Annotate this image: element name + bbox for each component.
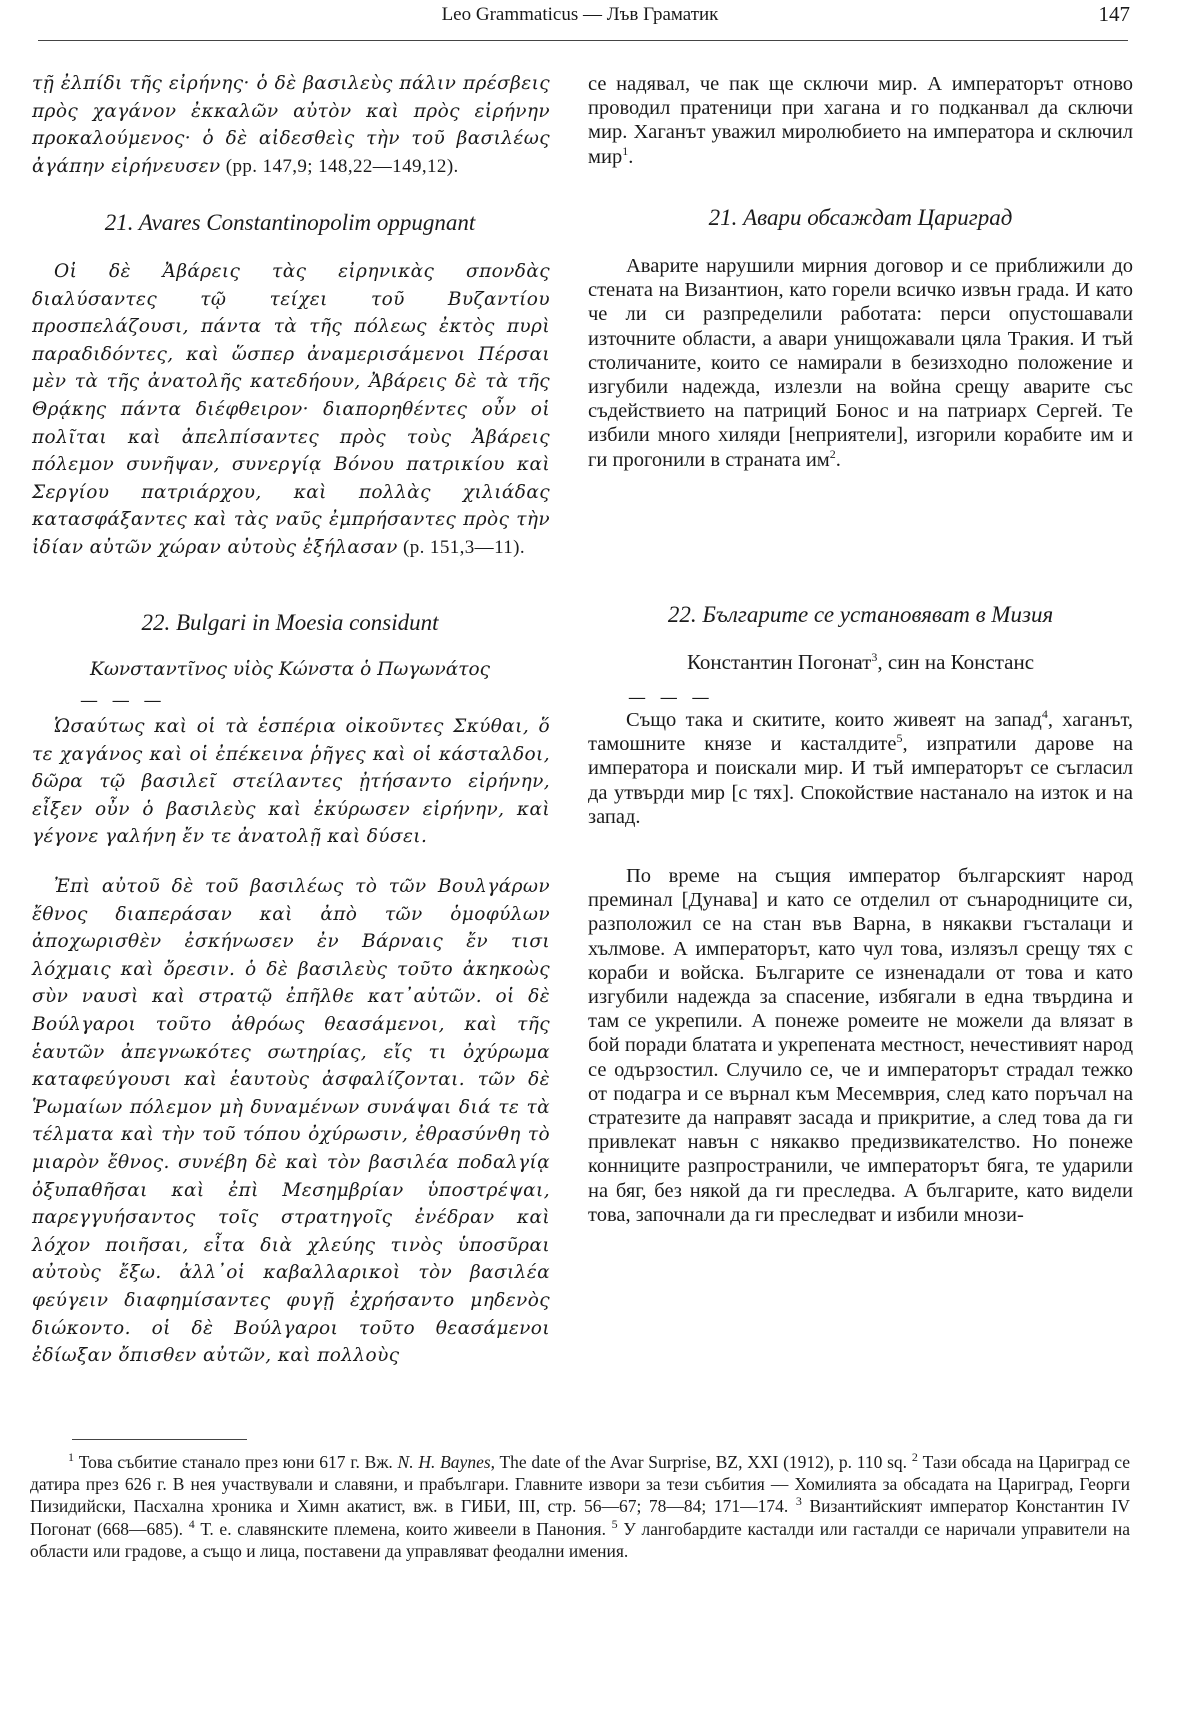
header-rule — [38, 40, 1128, 41]
footnote-ref-1[interactable]: 1 — [622, 143, 629, 158]
section-21-greek-paragraph — [32, 258, 550, 562]
footnote-1-author: N. H. Baynes — [397, 1452, 491, 1472]
section-22-greek-text-1: Ὡσαύτως καὶ οἱ τὰ ἑσπέρια οἰκοῦντες Σκύθαι, ὅ τε χαγάνος καὶ οἱ ἐπέκεινα ῥῆγες καὶ οἱ κάσταλδοι, δῶρα τῷ βασιλεῖ στείλαντες ᾐτήσαντο εἰρήνην, εἶξεν οὖν ὁ βασιλεὺς καὶ ἐκύρωσεν εἰρήνην, καὶ γέγονε γαλήνη ἔν τε ἀνατολῇ καὶ δύσει. — [32, 716, 550, 848]
footnote-4-text: Т. е. славянските племена, които живеели в Панония. — [194, 1518, 612, 1539]
section-22-bulgarian-paragraph-1 — [588, 708, 1133, 829]
footnote-number-2: 2 — [911, 1450, 918, 1465]
footnote-ref-4[interactable]: 4 — [1041, 707, 1048, 722]
section-22-bulgarian-subheading — [588, 650, 1133, 675]
p1-text-a: Също така и скитите, които живеят на запад — [626, 709, 1042, 731]
section-22-bulgarian-paragraph-2 — [588, 864, 1133, 1227]
running-head: Leo Grammaticus — Лъв Граматик — [441, 4, 719, 25]
subheading-rest: , син на Констанс — [877, 650, 1035, 674]
footnotes — [30, 1451, 1130, 1562]
subheading-name: Константин Погонат — [686, 650, 872, 674]
footnote-number-5: 5 — [611, 1516, 618, 1531]
footnote-rule — [72, 1439, 247, 1440]
section-22-greek-text-2: Ἐπὶ αὐτοῦ δὲ τοῦ βασιλέως τὸ τῶν Βουλγάρων ἔθνος διαπεράσαν καὶ ἀπὸ τῶν ὁμοφύλων ἀποχωρισθὲν ἐσκήνωσεν ἐν Βάρναις ἔν τισι λόχμαις καὶ ὄρεσιν. ὁ δὲ βασιλεὺς τοῦτο ἀκηκοὼς σὺν ναυσὶ καὶ στρατῷ ἐπῆλθε κατ᾽αὐτῶν. οἱ δὲ Βούλγαροι τοῦτο ἀθρόως θεασάμενοι, καὶ τῆς ἑαυτῶν ἀπεγνωκότες σωτηρίας, εἴς τι ὀχύρωμα καταφεύγουσι καὶ ἑαυτοὺς ἀσφαλίζονται. τῶν δὲ Ῥωμαίων πόλεμον μὴ δυναμένων συνάψαι διά τε τὰ τέλματα καὶ τὴν τοῦ τόπου ὀχύρωσιν, ἐθρασύνθη τὸ μιαρὸν ἔθνος. συνέβη δὲ καὶ τὸν βασιλέα ποδαλγίᾳ ὀξυπαθῆσαι καὶ ἐπὶ Μεσημβρίαν ὑποστρέψαι, παρεγγυήσαντος τοῖς στρατηγοῖς ἐνέδραν καὶ λόχον ποιῆσαι, εἶτα διὰ χλεύης τινὸς ὑποσῦραι αὐτοὺς ἔξω. ἀλλ᾽οἱ καβαλλαρικοὶ τὸν βασιλέα φεύγειν διαφημίσαντες φυγῇ ἐχρήσαντο μηδενὸς διώκοντο. οἱ δὲ Βούλγαροι τοῦτο θεασάμενοι ἐδίωξαν ὄπισθεν αὐτῶν, καὶ πολλοὺς — [32, 876, 550, 1367]
footnote-ref-5[interactable]: 5 — [896, 731, 903, 746]
footnote-ref-3[interactable]: 3 — [871, 650, 878, 664]
footnote-ref-2[interactable]: 2 — [829, 446, 836, 461]
section-21-latin-heading: 21. Avares Constantinopolim oppugnant — [104, 210, 476, 235]
section-22-greek-subheading: Κωνσταντῖνος υἱὸς Κώνστα ὁ Πωγωνάτος — [90, 659, 490, 680]
footnote-number-4: 4 — [188, 1516, 195, 1531]
section-22-bulgarian-heading: 22. Българите се установяват в Мизия — [667, 602, 1054, 627]
footnote-1-text-a: Това събитие станало през юни 617 г. Вж. — [74, 1452, 398, 1472]
section-22-greek-paragraph-1 — [32, 713, 550, 851]
section-22-greek-paragraph-2 — [32, 873, 550, 1370]
bulgarian-intro-text: се надявал, че пак ще сключи мир. А императорът отново проводил пратеници при хагана и го подканвал да сключи мир. Хаганът уважил миролюбието на императора и сключил мир — [588, 73, 1133, 168]
p1-text-c: , изпратили дарове на императора и поискали мир. И тъй императорът се съгласил да утвърди мир [с тях]. Спокойствие настанало на изток и на запад. — [588, 733, 1133, 828]
footnote-number-3: 3 — [795, 1494, 802, 1509]
greek-intro-text: τῇ ἐλπίδι τῆς εἰρήνης· ὁ δὲ βασιλεὺς πάλιν πρέσβεις πρὸς χαγάνον ἐκκαλῶν αὐτὸν καὶ πρὸς εἰρήνην προκαλούμενος· ὁ δὲ αἰδεσθεὶς τὴν τοῦ βασιλέως ἀγάπην εἰρήνευσεν — [32, 73, 550, 177]
bulgarian-intro-paragraph — [588, 72, 1133, 169]
footnote-5-text: У лангобардите касталди или гасталди се наричали управители на области или градове, а също и лица, поставени да управляват феодални имения. — [30, 1518, 1130, 1561]
footnote-2-text: Тази обсада на Цариград се датира през 626 г. В нея участвували и славяни, и прабългари. Главните извори за тези събития — Хомилията за обсадата на Цариград, Георги Пизидийски, Пасхална хроника и Химн акатист, вж. в ГИБИ, III, стр. 56—67; 78—84; 171—174. — [30, 1452, 1130, 1517]
section-21-bulgarian-paragraph — [588, 254, 1133, 472]
footnote-1-text-b: , The date of the Avar Surprise, BZ, XXI (1912), p. 110 sq. — [490, 1452, 912, 1472]
p1-text-b: , хаганът, тамошните князе и касталдите — [588, 709, 1134, 756]
bulgarian-intro-end: . — [628, 145, 634, 168]
greek-intro-paragraph — [32, 70, 550, 180]
section-21-bulgarian-end: . — [835, 448, 841, 471]
section-21-greek-text: Οἱ δὲ Ἀβάρεις τὰς εἰρηνικὰς σπονδὰς διαλύσαντες τῷ τείχει τοῦ Βυζαντίου προσπελάζουσι, πάντα τὰ τῆς πόλεως ἐκτὸς πυρὶ παραδιδόντες, καὶ ὥσπερ ἀναμερισάμενοι Πέρσαι μὲν τὰ τῆς ἀνατολῆς κατεδήουν, Ἀβάρεις δὲ τὰ τῆς Θρᾴκης πάντα διέφθειρον· διαπορηθέντες οὖν οἱ πολῖται καὶ ἀπελπίσαντες πρὸς τοὺς Ἀβάρεις πόλεμον συνῆψαν, συνεργίᾳ Βόνου πατρικίου καὶ Σεργίου πατριάρχου, καὶ πολλὰς χιλιάδας κατασφάξαντες καὶ τὰς ναῦς ἐμπρήσαντες πρὸς τὴν ἰδίαν αὐτῶν χώραν αὐτοὺς ἐξήλασαν — [32, 261, 550, 558]
page-header — [30, 4, 1130, 34]
section-22-latin-heading: 22. Bulgari in Moesia considunt — [141, 610, 439, 635]
footnote-number-1: 1 — [68, 1450, 74, 1465]
section-22-greek-dashes: — — — — [80, 690, 166, 711]
p2-text: По време на същия император българският народ преминал [Дунава] и като се отделил от сънародниците си, разположил се на стан във Варна, в някакви гъсталаци и хълмове. А императорът, като чул това, излязъл срещу тях с кораби и войска. Българите се изненадали от това и като изгубили надежда за спасение, избягали в една твърдина и там се укрепили. А понеже ромеите не можели да влязат в бой поради блатата и укрепената местност, нечестивият народ се одързостил. Случило се, че и императорът страдал тежко от подагра и се върнал към Месемврия, след като поръчал на стратезите да направят засада и прикритие, а след това да ги привлекат навън с някакво предизвикателство. Но понеже конниците разпространили, че императорът бяга, те ударили на бяг, без някой да ги преследва. А българите, като видели това, започнали да ги преследват и избили мнози- — [588, 865, 1133, 1226]
section-21-greek-reference: (p. 151,3—11). — [397, 536, 526, 558]
greek-intro-reference: (pp. 147,9; 148,22—149,12). — [220, 155, 459, 177]
page-number: 147 — [1098, 2, 1130, 26]
section-21-bulgarian-heading: 21. Авари обсаждат Цариград — [708, 205, 1013, 230]
footnote-3-text: Византийският император Константин IV Погонат (668—685). — [30, 1496, 1130, 1539]
section-21-bulgarian-text: Аварите нарушили мирния договор и се приближили до стената на Византион, като горели всичко извън града. И като че ли си разпределили работата: перси опустошавали източните области, а авари унищожавали цяла Тракия. И тъй столичаните, които се намирали в безизходно положение и изгубили надежда, излезли на война срещу аварите със съдействието на патриций Бонос и на патриарх Сергей. Те избили много хиляди [неприятели], изгорили корабите им и ги прогонили в страната им — [588, 255, 1133, 471]
section-22-bulgarian-dashes: — — — — [628, 687, 714, 708]
